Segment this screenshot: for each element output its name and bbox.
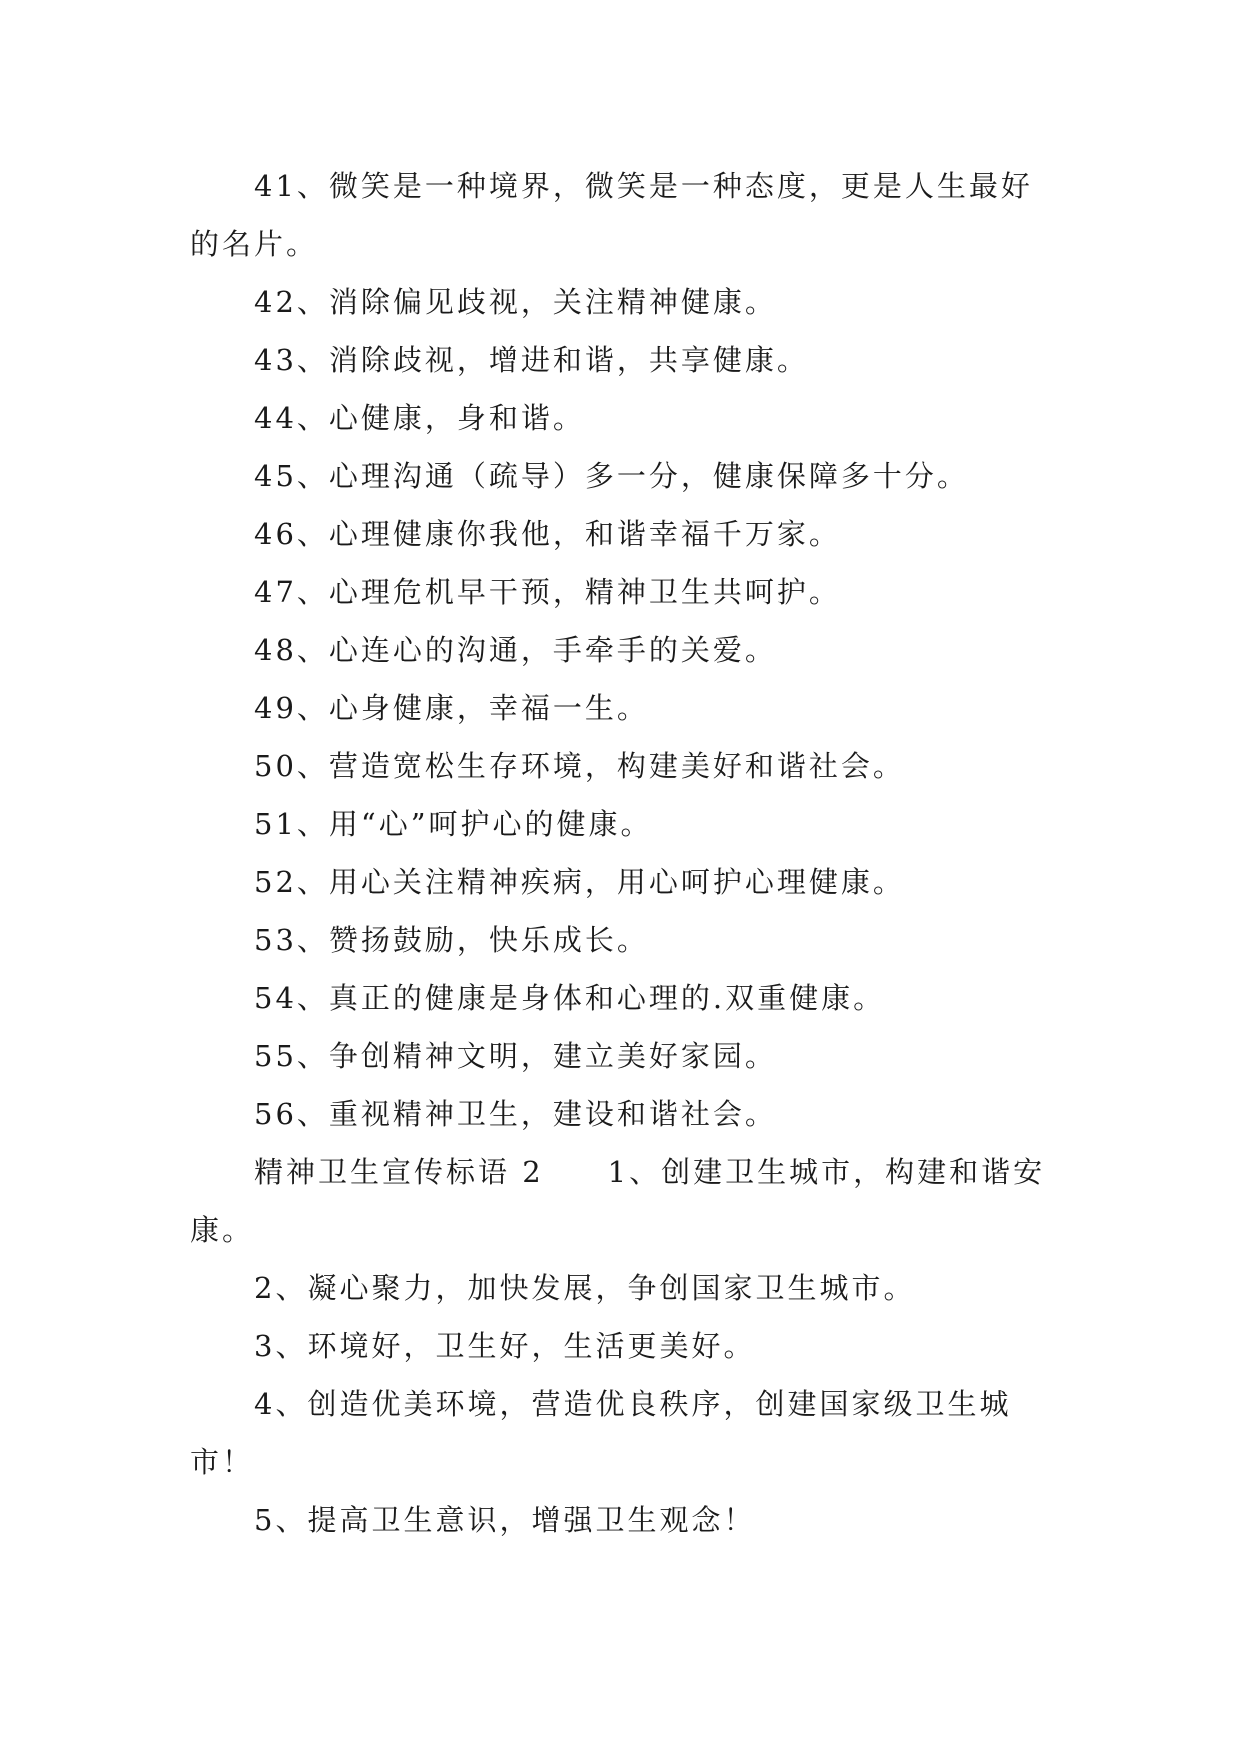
paragraph-42: 42、消除偏见歧视，关注精神健康。: [254, 285, 777, 319]
paragraph-49: 49、心身健康，幸福一生。: [254, 691, 649, 725]
paragraph-55: 55、争创精神文明，建立美好家园。: [254, 1039, 777, 1073]
paragraph-52: 52、用心关注精神疾病，用心呵护心理健康。: [254, 865, 905, 899]
paragraph-43: 43、消除歧视，增进和谐，共享健康。: [254, 343, 809, 377]
paragraph-3: 3、环境好，卫生好，生活更美好。: [254, 1329, 756, 1363]
section-heading-paragraph: 精神卫生宣传标语 2 1、创建卫生城市，构建和谐安康。: [190, 1155, 1046, 1247]
paragraph-48: 48、心连心的沟通，手牵手的关爱。: [254, 633, 777, 667]
document-body: [190, 157, 1050, 1549]
paragraph-53: 53、赞扬鼓励，快乐成长。: [254, 923, 649, 957]
paragraph-44: 44、心健康，身和谐。: [254, 401, 585, 435]
paragraph-46: 46、心理健康你我他，和谐幸福千万家。: [254, 517, 841, 551]
paragraph-4: 4、创造优美环境，营造优良秩序，创建国家级卫生城市！: [190, 1387, 1012, 1479]
paragraph-50: 50、营造宽松生存环境，构建美好和谐社会。: [254, 749, 905, 783]
paragraph-41: 41、微笑是一种境界，微笑是一种态度，更是人生最好的名片。: [190, 169, 1033, 261]
paragraph-56: 56、重视精神卫生，建设和谐社会。: [254, 1097, 777, 1131]
paragraph-45: 45、心理沟通（疏导）多一分，健康保障多十分。: [254, 459, 969, 493]
paragraph-47: 47、心理危机早干预，精神卫生共呵护。: [254, 575, 841, 609]
paragraph-54: 54、真正的健康是身体和心理的.双重健康。: [254, 981, 886, 1015]
paragraph-51: 51、用“心”呵护心的健康。: [254, 807, 653, 841]
paragraph-5: 5、提高卫生意识，增强卫生观念！: [254, 1503, 756, 1537]
paragraph-2: 2、凝心聚力，加快发展，争创国家卫生城市。: [254, 1271, 916, 1305]
